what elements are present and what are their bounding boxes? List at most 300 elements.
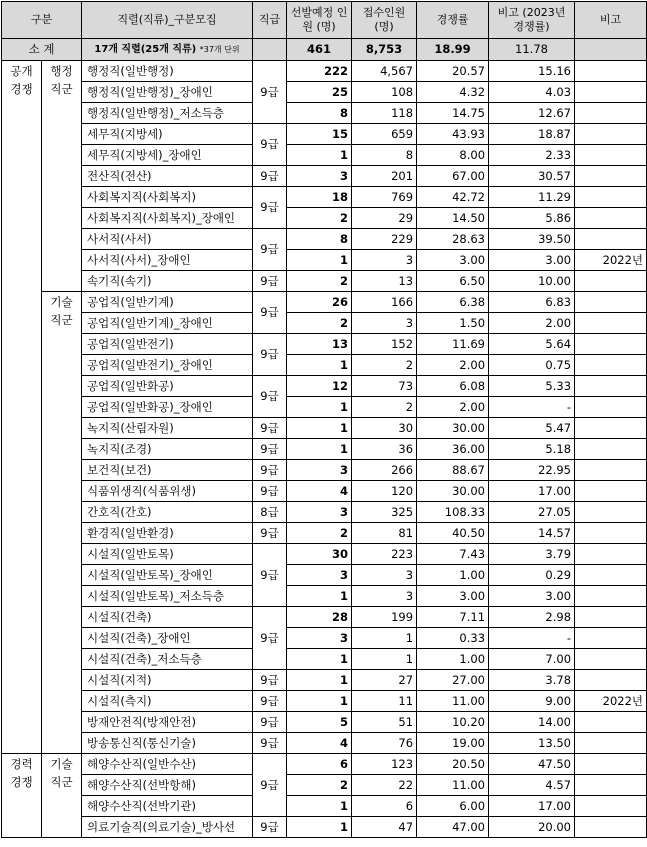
competition-rate: 19.00 <box>417 733 489 754</box>
applicant-count: 73 <box>352 376 417 397</box>
table-row <box>2 586 647 607</box>
table-row <box>2 796 647 817</box>
prev-rate: 10.00 <box>489 271 575 292</box>
remark <box>575 124 647 145</box>
applicant-count: 3 <box>352 586 417 607</box>
header-row <box>2 2 647 39</box>
competition-rate: 108.33 <box>417 502 489 523</box>
planned-count: 3 <box>287 166 352 187</box>
applicant-count: 1 <box>352 649 417 670</box>
applicant-count: 3 <box>352 565 417 586</box>
job-group: 행정 직군 <box>42 61 82 292</box>
grade: 9급 <box>253 229 287 271</box>
job-name: 행정직(일반행정)_저소득층 <box>82 103 253 124</box>
header-grade: 직급 <box>253 2 287 39</box>
remark <box>575 460 647 481</box>
table-row <box>2 334 647 355</box>
planned-count: 8 <box>287 229 352 250</box>
job-name: 사서직(사서)_장애인 <box>82 250 253 271</box>
table-row <box>2 691 647 712</box>
planned-count: 1 <box>287 691 352 712</box>
job-name: 세무직(지방세)_장애인 <box>82 145 253 166</box>
job-name: 공업직(일반화공)_장애인 <box>82 397 253 418</box>
header-planned: 선발예정 인원 (명) <box>287 2 352 39</box>
applicant-count: 8 <box>352 145 417 166</box>
planned-count: 1 <box>287 418 352 439</box>
job-name: 환경직(일반환경) <box>82 523 253 544</box>
job-name: 속기직(속기) <box>82 271 253 292</box>
table-row <box>2 124 647 145</box>
grade: 9급 <box>253 712 287 733</box>
table-row <box>2 313 647 334</box>
competition-rate: 7.11 <box>417 607 489 628</box>
header-job: 직렬(직류)_구분모집 <box>82 2 253 39</box>
competition-rate: 6.00 <box>417 796 489 817</box>
table-row <box>2 439 647 460</box>
competition-rate: 0.33 <box>417 628 489 649</box>
table-row <box>2 670 647 691</box>
grade: 9급 <box>253 418 287 439</box>
applicant-count: 118 <box>352 103 417 124</box>
remark <box>575 397 647 418</box>
remark <box>575 670 647 691</box>
competition-rate: 11.00 <box>417 775 489 796</box>
job-name: 시설직(일반토목)_장애인 <box>82 565 253 586</box>
planned-count: 3 <box>287 460 352 481</box>
applicant-count: 659 <box>352 124 417 145</box>
planned-count: 6 <box>287 754 352 775</box>
planned-count: 30 <box>287 544 352 565</box>
remark <box>575 166 647 187</box>
subtotal-desc: 17개 직렬(25개 직류) *37개 단위 <box>82 39 253 61</box>
prev-rate: 14.57 <box>489 523 575 544</box>
planned-count: 3 <box>287 628 352 649</box>
remark <box>575 313 647 334</box>
prev-rate: 0.29 <box>489 565 575 586</box>
table-row <box>2 292 647 313</box>
planned-count: 1 <box>287 250 352 271</box>
applicant-count: 108 <box>352 82 417 103</box>
prev-rate: 2.33 <box>489 145 575 166</box>
remark <box>575 82 647 103</box>
job-name: 공업직(일반화공) <box>82 376 253 397</box>
job-name: 사회복지직(사회복지) <box>82 187 253 208</box>
prev-rate: 5.18 <box>489 439 575 460</box>
planned-count: 2 <box>287 313 352 334</box>
prev-rate: 2.98 <box>489 607 575 628</box>
applicant-count: 3 <box>352 313 417 334</box>
competition-rate: 36.00 <box>417 439 489 460</box>
table-row <box>2 271 647 292</box>
prev-rate: 18.87 <box>489 124 575 145</box>
remark <box>575 796 647 817</box>
table-row <box>2 103 647 124</box>
job-name: 방재안전직(방재안전) <box>82 712 253 733</box>
planned-count: 12 <box>287 376 352 397</box>
prev-rate: - <box>489 628 575 649</box>
prev-rate: 22.95 <box>489 460 575 481</box>
job-name: 공업직(일반기계) <box>82 292 253 313</box>
prev-rate: 17.00 <box>489 796 575 817</box>
remark: 2022년 <box>575 691 647 712</box>
competition-rate: 1.00 <box>417 649 489 670</box>
competition-type: 공개 경쟁 <box>2 61 42 754</box>
grade: 9급 <box>253 691 287 712</box>
table-row <box>2 229 647 250</box>
applicant-count: 199 <box>352 607 417 628</box>
planned-count: 25 <box>287 82 352 103</box>
competition-rate: 1.50 <box>417 313 489 334</box>
job-name: 행정직(일반행정)_장애인 <box>82 82 253 103</box>
table-row <box>2 166 647 187</box>
competition-rate: 30.00 <box>417 418 489 439</box>
planned-count: 222 <box>287 61 352 82</box>
applicant-count: 166 <box>352 292 417 313</box>
table-row <box>2 775 647 796</box>
applicant-count: 123 <box>352 754 417 775</box>
job-name: 시설직(일반토목)_저소득층 <box>82 586 253 607</box>
applicant-count: 266 <box>352 460 417 481</box>
prev-rate: 7.00 <box>489 649 575 670</box>
applicant-count: 51 <box>352 712 417 733</box>
remark <box>575 649 647 670</box>
job-name: 시설직(일반토목) <box>82 544 253 565</box>
grade: 9급 <box>253 166 287 187</box>
competition-rate: 11.00 <box>417 691 489 712</box>
remark <box>575 544 647 565</box>
planned-count: 4 <box>287 733 352 754</box>
job-name: 간호직(간호) <box>82 502 253 523</box>
table-row <box>2 502 647 523</box>
remark <box>575 187 647 208</box>
prev-rate: 20.00 <box>489 817 575 838</box>
job-name: 시설직(건축) <box>82 607 253 628</box>
prev-rate: 27.05 <box>489 502 575 523</box>
job-name: 세무직(지방세) <box>82 124 253 145</box>
planned-count: 1 <box>287 439 352 460</box>
applicant-count: 29 <box>352 208 417 229</box>
subtotal-rate: 18.99 <box>417 39 489 61</box>
header-applicants: 접수인원 (명) <box>352 2 417 39</box>
grade: 9급 <box>253 334 287 376</box>
prev-rate: 3.00 <box>489 250 575 271</box>
prev-rate: 5.33 <box>489 376 575 397</box>
grade: 9급 <box>253 607 287 670</box>
prev-rate: 5.47 <box>489 418 575 439</box>
table-row <box>2 817 647 838</box>
prev-rate: 3.79 <box>489 544 575 565</box>
competition-rate: 20.50 <box>417 754 489 775</box>
job-name: 녹지직(조경) <box>82 439 253 460</box>
remark <box>575 586 647 607</box>
job-name: 녹지직(산림자원) <box>82 418 253 439</box>
remark <box>575 733 647 754</box>
grade: 9급 <box>253 817 287 838</box>
grade: 9급 <box>253 523 287 544</box>
prev-rate: 17.00 <box>489 481 575 502</box>
table-row <box>2 418 647 439</box>
competition-rate: 3.00 <box>417 586 489 607</box>
planned-count: 1 <box>287 397 352 418</box>
table-body <box>2 61 647 838</box>
remark <box>575 334 647 355</box>
remark <box>575 208 647 229</box>
remark <box>575 145 647 166</box>
remark <box>575 229 647 250</box>
planned-count: 15 <box>287 124 352 145</box>
subtotal-label: 소 계 <box>2 39 82 61</box>
competition-rate: 30.00 <box>417 481 489 502</box>
remark <box>575 775 647 796</box>
grade: 9급 <box>253 187 287 229</box>
job-name: 식품위생직(식품위생) <box>82 481 253 502</box>
competition-rate: 40.50 <box>417 523 489 544</box>
applicant-count: 223 <box>352 544 417 565</box>
grade: 9급 <box>253 439 287 460</box>
header-remarks: 비고 <box>575 2 647 39</box>
competition-rate: 3.00 <box>417 250 489 271</box>
remark <box>575 103 647 124</box>
applicant-count: 81 <box>352 523 417 544</box>
grade: 8급 <box>253 502 287 523</box>
job-name: 공업직(일반전기)_장애인 <box>82 355 253 376</box>
grade: 9급 <box>253 544 287 607</box>
prev-rate: 9.00 <box>489 691 575 712</box>
table-row <box>2 544 647 565</box>
prev-rate: 11.29 <box>489 187 575 208</box>
prev-rate: 5.64 <box>489 334 575 355</box>
table-row <box>2 754 647 775</box>
competition-rate: 14.50 <box>417 208 489 229</box>
job-name: 시설직(건축)_저소득층 <box>82 649 253 670</box>
competition-rate: 20.57 <box>417 61 489 82</box>
competition-table <box>1 1 647 838</box>
planned-count: 2 <box>287 523 352 544</box>
remark <box>575 712 647 733</box>
remark <box>575 61 647 82</box>
prev-rate: 14.00 <box>489 712 575 733</box>
grade: 9급 <box>253 376 287 418</box>
remark <box>575 523 647 544</box>
planned-count: 1 <box>287 670 352 691</box>
applicant-count: 4,567 <box>352 61 417 82</box>
table-row <box>2 355 647 376</box>
competition-rate: 1.00 <box>417 565 489 586</box>
prev-rate: 4.03 <box>489 82 575 103</box>
prev-rate: 6.83 <box>489 292 575 313</box>
job-name: 해양수산직(선박항해) <box>82 775 253 796</box>
prev-rate: 3.00 <box>489 586 575 607</box>
job-name: 시설직(건축)_장애인 <box>82 628 253 649</box>
applicant-count: 47 <box>352 817 417 838</box>
remark <box>575 565 647 586</box>
table-row <box>2 61 647 82</box>
planned-count: 26 <box>287 292 352 313</box>
planned-count: 1 <box>287 586 352 607</box>
grade: 9급 <box>253 124 287 166</box>
table-row <box>2 187 647 208</box>
job-name: 사회복지직(사회복지)_장애인 <box>82 208 253 229</box>
remark <box>575 355 647 376</box>
job-name: 시설직(측지) <box>82 691 253 712</box>
prev-rate: 4.57 <box>489 775 575 796</box>
applicant-count: 325 <box>352 502 417 523</box>
table-row <box>2 565 647 586</box>
prev-rate: 5.86 <box>489 208 575 229</box>
competition-rate: 28.63 <box>417 229 489 250</box>
planned-count: 8 <box>287 103 352 124</box>
header-category: 구분 <box>2 2 82 39</box>
competition-rate: 6.08 <box>417 376 489 397</box>
job-name: 해양수산직(선박기관) <box>82 796 253 817</box>
competition-type: 경력 경쟁 <box>2 754 42 838</box>
competition-rate: 6.38 <box>417 292 489 313</box>
prev-rate: 13.50 <box>489 733 575 754</box>
subtotal-planned: 461 <box>287 39 352 61</box>
prev-rate: 47.50 <box>489 754 575 775</box>
planned-count: 3 <box>287 565 352 586</box>
remark <box>575 817 647 838</box>
competition-rate: 2.00 <box>417 355 489 376</box>
header-compare: 비고 (2023년 경쟁률) <box>489 2 575 39</box>
subtotal-compare: 11.78 <box>489 39 575 61</box>
prev-rate: 30.57 <box>489 166 575 187</box>
remark <box>575 418 647 439</box>
applicant-count: 120 <box>352 481 417 502</box>
competition-rate: 8.00 <box>417 145 489 166</box>
table-row <box>2 460 647 481</box>
table-row <box>2 145 647 166</box>
prev-rate: 2.00 <box>489 313 575 334</box>
job-name: 시설직(지적) <box>82 670 253 691</box>
remark <box>575 292 647 313</box>
subtotal-applicants: 8,753 <box>352 39 417 61</box>
grade: 9급 <box>253 733 287 754</box>
header-rate: 경쟁률 <box>417 2 489 39</box>
prev-rate: 39.50 <box>489 229 575 250</box>
applicant-count: 1 <box>352 628 417 649</box>
competition-rate: 10.20 <box>417 712 489 733</box>
grade: 9급 <box>253 292 287 334</box>
competition-rate: 47.00 <box>417 817 489 838</box>
applicant-count: 36 <box>352 439 417 460</box>
subtotal-row <box>2 39 647 61</box>
prev-rate: 15.16 <box>489 61 575 82</box>
competition-rate: 2.00 <box>417 397 489 418</box>
grade: 9급 <box>253 460 287 481</box>
planned-count: 18 <box>287 187 352 208</box>
job-group: 기술 직군 <box>42 754 82 838</box>
applicant-count: 2 <box>352 397 417 418</box>
remark <box>575 754 647 775</box>
applicant-count: 11 <box>352 691 417 712</box>
remark <box>575 628 647 649</box>
table-row <box>2 523 647 544</box>
job-name: 공업직(일반기계)_장애인 <box>82 313 253 334</box>
grade: 9급 <box>253 271 287 292</box>
job-name: 행정직(일반행정) <box>82 61 253 82</box>
competition-rate: 42.72 <box>417 187 489 208</box>
applicant-count: 2 <box>352 355 417 376</box>
planned-count: 1 <box>287 355 352 376</box>
competition-rate: 88.67 <box>417 460 489 481</box>
competition-rate: 11.69 <box>417 334 489 355</box>
planned-count: 2 <box>287 775 352 796</box>
table-row <box>2 649 647 670</box>
applicant-count: 76 <box>352 733 417 754</box>
table-row <box>2 733 647 754</box>
competition-rate: 27.00 <box>417 670 489 691</box>
grade: 9급 <box>253 670 287 691</box>
remark <box>575 439 647 460</box>
applicant-count: 22 <box>352 775 417 796</box>
job-name: 전산직(전산) <box>82 166 253 187</box>
grade: 9급 <box>253 754 287 817</box>
competition-rate: 7.43 <box>417 544 489 565</box>
remark: 2022년 <box>575 250 647 271</box>
planned-count: 1 <box>287 145 352 166</box>
planned-count: 28 <box>287 607 352 628</box>
remark <box>575 502 647 523</box>
prev-rate: 12.67 <box>489 103 575 124</box>
job-name: 보건직(보건) <box>82 460 253 481</box>
table-row <box>2 607 647 628</box>
planned-count: 2 <box>287 271 352 292</box>
remark <box>575 271 647 292</box>
applicant-count: 30 <box>352 418 417 439</box>
remark <box>575 607 647 628</box>
planned-count: 1 <box>287 817 352 838</box>
applicant-count: 3 <box>352 250 417 271</box>
job-name: 해양수산직(일반수산) <box>82 754 253 775</box>
planned-count: 1 <box>287 796 352 817</box>
prev-rate: - <box>489 397 575 418</box>
table-row <box>2 397 647 418</box>
job-name: 의료기술직(의료기술)_방사선 <box>82 817 253 838</box>
job-name: 사서직(사서) <box>82 229 253 250</box>
applicant-count: 152 <box>352 334 417 355</box>
applicant-count: 27 <box>352 670 417 691</box>
grade: 9급 <box>253 61 287 124</box>
job-group: 기술 직군 <box>42 292 82 754</box>
job-name: 방송통신직(통신기술) <box>82 733 253 754</box>
competition-rate: 14.75 <box>417 103 489 124</box>
competition-rate: 43.93 <box>417 124 489 145</box>
planned-count: 3 <box>287 502 352 523</box>
table-row <box>2 628 647 649</box>
planned-count: 2 <box>287 208 352 229</box>
table-row <box>2 208 647 229</box>
table-row <box>2 82 647 103</box>
applicant-count: 229 <box>352 229 417 250</box>
table-row <box>2 481 647 502</box>
competition-rate: 67.00 <box>417 166 489 187</box>
applicant-count: 201 <box>352 166 417 187</box>
competition-rate: 6.50 <box>417 271 489 292</box>
planned-count: 5 <box>287 712 352 733</box>
table-row <box>2 712 647 733</box>
grade: 9급 <box>253 481 287 502</box>
remark <box>575 376 647 397</box>
job-name: 공업직(일반전기) <box>82 334 253 355</box>
planned-count: 4 <box>287 481 352 502</box>
remark <box>575 481 647 502</box>
applicant-count: 769 <box>352 187 417 208</box>
competition-rate: 4.32 <box>417 82 489 103</box>
planned-count: 1 <box>287 649 352 670</box>
applicant-count: 6 <box>352 796 417 817</box>
planned-count: 13 <box>287 334 352 355</box>
